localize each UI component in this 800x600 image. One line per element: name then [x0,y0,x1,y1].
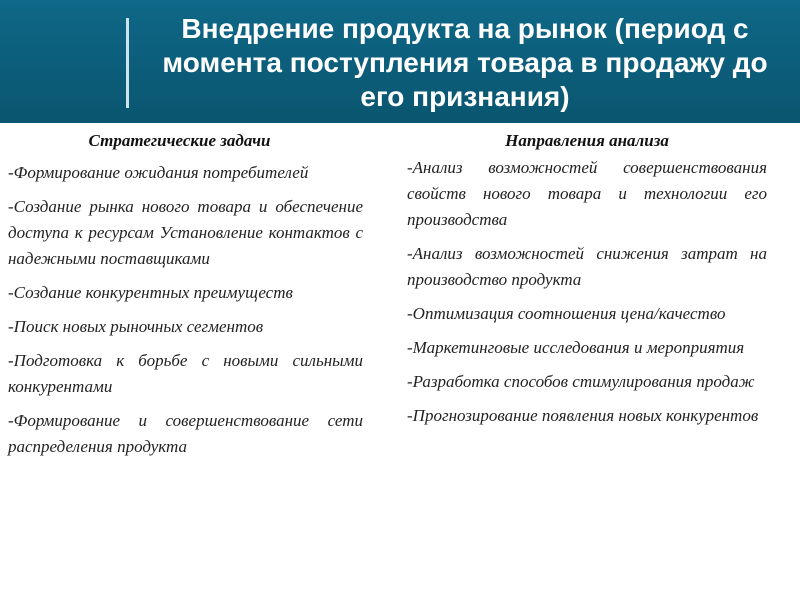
analysis-directions-column [407,130,767,437]
banner-divider [126,18,129,108]
list-item: -Маркетинговые исследования и мероприятия [407,338,745,357]
title-banner [0,0,800,123]
list-item: -Разработка способов стимулирования продаж [407,372,755,391]
list-item: -Поиск новых рыночных сегментов [8,317,264,336]
list-item: -Оптимизация соотношения цена/качество [407,304,726,323]
list-item: -Создание рынка нового товара и обеспечение доступа к ресурсам Установление контактов с надежными поставщиками [8,197,363,268]
analysis-directions-heading: Направления анализа [505,131,669,150]
list-item: -Создание конкурентных преимуществ [8,283,293,302]
list-item: -Прогнозирование появления новых конкурентов [407,406,759,425]
list-item: -Формирование ожидания потребителей [8,163,309,182]
strategic-tasks-list [8,160,363,460]
strategic-tasks-heading: Стратегические задачи [88,131,271,150]
slide-title: Внедрение продукта на рынок (период с момента поступления товара в продажу до его признания) [162,13,768,112]
list-item: -Анализ возможностей совершенствования свойств нового товара и технологии его производства [407,158,767,229]
analysis-directions-list [407,155,767,429]
list-item: -Формирование и совершенствование сети распределения продукта [8,411,363,456]
strategic-tasks-column [8,130,363,468]
list-item: -Анализ возможностей снижения затрат на производство продукта [407,244,767,289]
list-item: -Подготовка к борьбе с новыми сильными конкурентами [8,351,363,396]
